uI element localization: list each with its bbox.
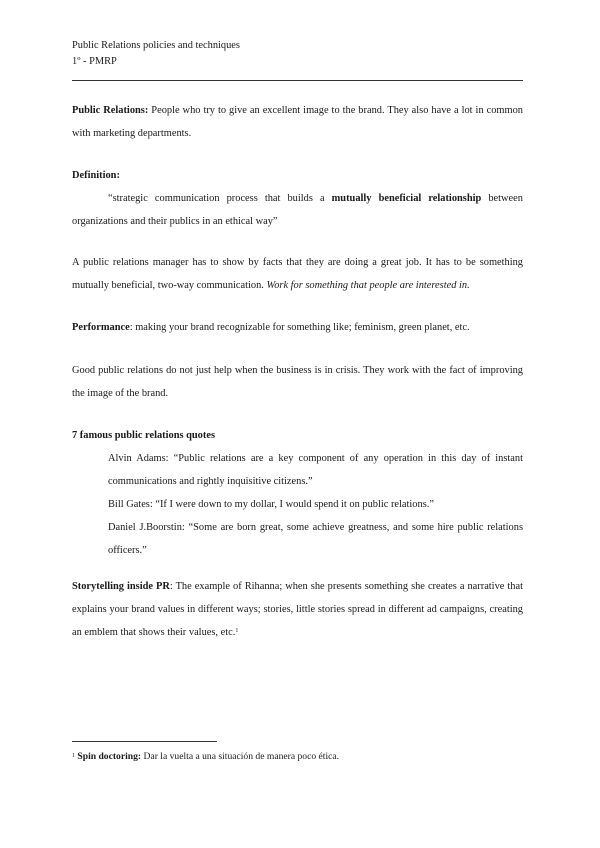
quotes-heading: 7 famous public relations quotes [72, 430, 215, 441]
footnote-reference[interactable]: 1 [235, 628, 239, 634]
definition-heading: Definition: [72, 170, 120, 181]
pr-text-line1: People who try to give an excellent image to the brand. They also have a lot in common [151, 105, 523, 116]
quotes-section [72, 424, 523, 562]
footnote-text: Dar la vuelta a una situación de manera poco ética. [143, 751, 340, 762]
header-title: Public Relations policies and techniques [72, 40, 240, 51]
header-subtitle: 1º - PMRP [72, 56, 117, 67]
manager-line2: mutually beneficial, two-way communication. [72, 280, 264, 291]
footnote-mark: 1 [72, 753, 75, 759]
storytelling-line2: explains your brand values in different ways; stories, little stories spread in different ad campaigns, creating [72, 604, 523, 615]
footnote-term: Spin doctoring: [77, 751, 142, 762]
pr-label: Public Relations: [72, 105, 149, 116]
header-divider [72, 80, 523, 81]
performance-label: Performance [72, 322, 130, 333]
definition-quote-line2: organizations and their publics in an ethical way” [72, 216, 278, 227]
storytelling-label: Storytelling inside PR [72, 581, 170, 592]
manager-paragraph [72, 251, 523, 297]
manager-line1: A public relations manager has to show by facts that they are doing a great job. It has to be something [72, 257, 523, 268]
definition-section [72, 164, 523, 233]
definition-quote-bold: mutually beneficial relationship [331, 193, 482, 204]
storytelling-paragraph [72, 575, 523, 644]
definition-quote-pre: “strategic communication process that builds a [108, 193, 325, 204]
good-pr-line2: the image of the brand. [72, 388, 169, 399]
quote-daniel-boorstin: Daniel J.Boorstin: “Some are born great, some achieve greatness, and some hire public relations officers.” [108, 522, 523, 556]
pr-paragraph [72, 99, 523, 145]
manager-italic: Work for something that people are interested in. [266, 280, 470, 291]
pr-text-line2: with marketing departments. [72, 128, 192, 139]
quote-bill-gates: Bill Gates: “If I were down to my dollar, I would spend it on public relations.” [108, 499, 434, 510]
definition-quote-post: between [488, 193, 523, 204]
page-header [72, 38, 240, 70]
footnote-divider [72, 741, 217, 742]
performance-text: : making your brand recognizable for something like; feminism, green planet, etc. [129, 322, 470, 333]
footnote [72, 750, 339, 764]
good-pr-paragraph [72, 359, 523, 405]
performance-paragraph [72, 316, 523, 339]
good-pr-line1: Good public relations do not just help when the business is in crisis. They work with the fact of improving [72, 365, 523, 376]
storytelling-line3: an emblem that shows their values, etc. [72, 627, 236, 638]
quote-alvin-adams: Alvin Adams: “Public relations are a key component of any operation in this day of instant communications and rightly inquisitive citizens.” [108, 453, 523, 487]
storytelling-line1: : The example of Rihanna; when she presents something she creates a narrative that [169, 581, 523, 592]
